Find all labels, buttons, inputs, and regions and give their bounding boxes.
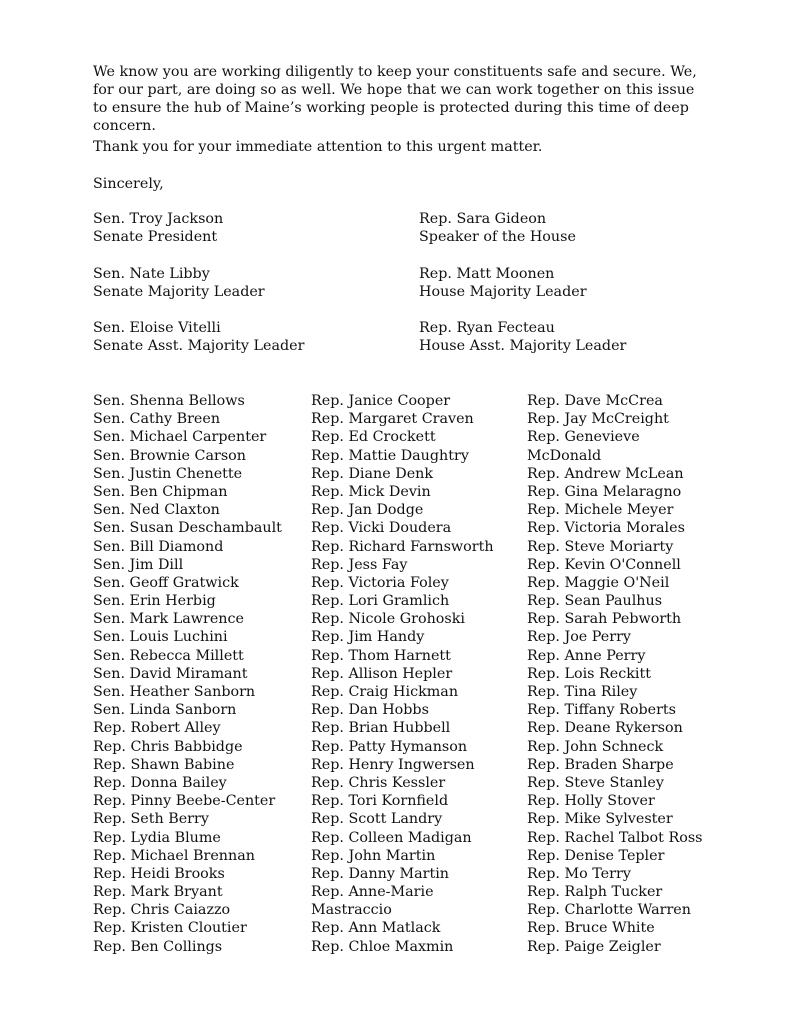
- signatory-name: Rep. Mattie Daughtry: [311, 447, 469, 464]
- signatory-name: Rep. John Schneck: [527, 738, 664, 755]
- signatory-name: Sen. Linda Sanborn: [93, 702, 237, 719]
- signatory-name: Rep. Mo Terry: [527, 865, 631, 882]
- signatory-name: Rep. Margaret Craven: [311, 411, 474, 428]
- signatory-name: Rep. Tina Riley: [527, 684, 638, 700]
- signatory-name: Rep. Charlotte Warren: [527, 902, 691, 919]
- leader-title: Senate President: [93, 229, 218, 246]
- signatory-column-2: [311, 392, 494, 956]
- signatory-name: Rep. Chris Babbidge: [93, 738, 243, 755]
- signatory-name: Rep. Shawn Babine: [93, 756, 235, 773]
- signatory-name: Rep. Mike Sylvester: [527, 811, 673, 828]
- closing-paragraph: We know you are working diligently to keep your constituents safe and secure. We, for our part, are doing so as well. We hope that we can work together on this issue to ensure the hub of Maine’s working people is protected during this time of deep concern.: [93, 64, 697, 134]
- signatory-name: Rep. Lori Gramlich: [311, 593, 450, 610]
- signatory-name: Rep. Michael Brennan: [93, 847, 255, 864]
- signatory-name: Rep. Maggie O'Neil: [527, 574, 670, 591]
- signatory-name: Rep. Steve Moriarty: [527, 538, 674, 555]
- signatory-name: Sen. Brownie Carson: [93, 447, 246, 464]
- leader-signature: [93, 210, 223, 246]
- signatory-name: Rep. Jess Fay: [311, 556, 408, 573]
- signatory-name: Rep. Genevieve: [527, 429, 640, 446]
- signatory-name: Sen. Geoff Gratwick: [93, 574, 239, 591]
- leader-signature: [419, 319, 626, 355]
- leader-name: Rep. Sara Gideon: [419, 211, 547, 227]
- signatory-name: Rep. Sean Paulhus: [527, 593, 663, 610]
- signatory-name: Rep. Kevin O'Connell: [527, 556, 681, 573]
- signatory-name: Sen. Justin Chenette: [93, 465, 243, 482]
- leader-signature: [419, 265, 587, 301]
- signatory-name: Sen. Michael Carpenter: [93, 429, 267, 446]
- signatory-name: Rep. Dave McCrea: [527, 393, 663, 409]
- leader-name: Sen. Troy Jackson: [93, 211, 224, 227]
- signatory-name: Rep. Tiffany Roberts: [527, 702, 676, 719]
- signatory-name: Rep. Joe Perry: [527, 629, 631, 646]
- signatory-name: Rep. Jan Dodge: [311, 502, 424, 519]
- signatory-name: Rep. Henry Ingwersen: [311, 756, 475, 773]
- signatory-name: Rep. Robert Alley: [93, 720, 221, 737]
- signatory-name: Rep. Donna Bailey: [93, 774, 227, 791]
- signatory-name: Sen. Shenna Bellows: [93, 393, 245, 409]
- leader-title: Senate Asst. Majority Leader: [93, 338, 305, 355]
- signatory-name: Rep. Ben Collings: [93, 938, 223, 955]
- leader-name: Rep. Ryan Fecteau: [419, 320, 555, 336]
- signatory-name: McDonald: [527, 447, 602, 464]
- signatory-name: Rep. Colleen Madigan: [311, 829, 472, 846]
- signatory-column-1: [93, 392, 282, 956]
- signatory-name: Rep. Denise Tepler: [527, 847, 665, 864]
- signatory-name: Rep. Dan Hobbs: [311, 702, 429, 719]
- signatory-name: Rep. Chris Caiazzo: [93, 902, 231, 919]
- signatory-name: Rep. Kristen Cloutier: [93, 920, 247, 937]
- signatory-name: Rep. Jim Handy: [311, 629, 425, 646]
- leader-name: Rep. Matt Moonen: [419, 266, 555, 282]
- leader-title: House Asst. Majority Leader: [419, 338, 627, 355]
- signatory-name: Sen. Jim Dill: [93, 556, 184, 573]
- signatory-name: Rep. Seth Berry: [93, 811, 209, 828]
- signatory-name: Rep. Sarah Pebworth: [527, 611, 682, 628]
- signatory-name: Rep. Chloe Maxmin: [311, 938, 454, 955]
- signatory-name: Rep. Patty Hymanson: [311, 738, 468, 755]
- signatory-name: Mastraccio: [311, 902, 392, 919]
- leader-signature: [93, 265, 265, 301]
- signatory-name: Rep. Allison Hepler: [311, 665, 453, 682]
- signatory-name: Rep. Craig Hickman: [311, 684, 459, 700]
- signatory-name: Rep. Richard Farnsworth: [311, 538, 494, 555]
- signatory-name: Rep. Andrew McLean: [527, 465, 684, 482]
- leader-signature: [93, 319, 304, 355]
- leader-title: Senate Majority Leader: [93, 284, 265, 301]
- signatory-name: Rep. Anne Perry: [527, 647, 646, 664]
- signatory-name: Sen. Bill Diamond: [93, 538, 224, 555]
- signatory-name: Sen. Ben Chipman: [93, 483, 228, 500]
- signatory-name: Rep. Anne-Marie: [311, 884, 434, 901]
- signatory-name: Rep. Gina Melaragno: [527, 483, 682, 500]
- signatory-name: Sen. Louis Luchini: [93, 629, 228, 646]
- signatory-name: Rep. Victoria Morales: [527, 520, 685, 537]
- signatory-name: Rep. Lois Reckitt: [527, 665, 651, 682]
- signatory-name: Rep. Thom Harnett: [311, 647, 451, 664]
- signatory-name: Rep. Steve Stanley: [527, 774, 664, 791]
- signatory-name: Rep. Brian Hubbell: [311, 720, 451, 737]
- signatory-name: Rep. Mick Devin: [311, 483, 431, 500]
- leader-name: Sen. Nate Libby: [93, 266, 210, 282]
- signatory-name: Sen. Ned Claxton: [93, 502, 220, 519]
- signatory-name: Rep. John Martin: [311, 847, 436, 864]
- leader-title: House Majority Leader: [419, 284, 587, 301]
- signatory-name: Rep. Tori Kornfield: [311, 793, 449, 810]
- signatory-name: Rep. Mark Bryant: [93, 884, 223, 901]
- signatory-name: Rep. Diane Denk: [311, 465, 434, 482]
- signatory-name: Rep. Michele Meyer: [527, 502, 674, 519]
- signatory-name: Rep. Chris Kessler: [311, 774, 446, 791]
- signatory-column-3: [527, 392, 703, 956]
- signatory-name: Rep. Vicki Doudera: [311, 520, 452, 537]
- signatory-name: Rep. Janice Cooper: [311, 393, 451, 409]
- signatory-name: Sen. Rebecca Millett: [93, 647, 244, 664]
- signatory-name: Rep. Danny Martin: [311, 865, 450, 882]
- signatory-name: Rep. Braden Sharpe: [527, 756, 674, 773]
- signatory-name: Rep. Scott Landry: [311, 811, 443, 828]
- signatory-name: Sen. Susan Deschambault: [93, 520, 282, 537]
- signatory-name: Sen. Erin Herbig: [93, 593, 216, 610]
- sign-off: Sincerely,: [93, 176, 164, 192]
- signatory-name: Sen. Cathy Breen: [93, 411, 221, 428]
- signatory-name: Sen. Mark Lawrence: [93, 611, 244, 628]
- signatory-name: Rep. Ed Crockett: [311, 429, 436, 446]
- signatory-name: Rep. Nicole Grohoski: [311, 611, 465, 628]
- leader-title: Speaker of the House: [419, 229, 576, 246]
- signatory-name: Rep. Lydia Blume: [93, 829, 221, 846]
- signatory-name: Sen. Heather Sanborn: [93, 684, 256, 700]
- signatory-name: Rep. Ann Matlack: [311, 920, 441, 937]
- signatory-name: Rep. Rachel Talbot Ross: [527, 829, 703, 846]
- signatory-name: Rep. Pinny Beebe-Center: [93, 793, 276, 810]
- signatory-name: Rep. Bruce White: [527, 920, 655, 937]
- leader-signature: [419, 210, 576, 246]
- signatory-name: Rep. Jay McCreight: [527, 411, 669, 428]
- signatory-name: Rep. Paige Zeigler: [527, 938, 661, 955]
- signatory-name: Rep. Deane Rykerson: [527, 720, 683, 737]
- signatory-name: Sen. David Miramant: [93, 665, 248, 682]
- thank-you-paragraph: Thank you for your immediate attention to this urgent matter.: [93, 139, 543, 155]
- signatory-name: Rep. Victoria Foley: [311, 574, 449, 591]
- signatory-name: Rep. Ralph Tucker: [527, 884, 663, 901]
- signatory-name: Rep. Heidi Brooks: [93, 865, 225, 882]
- signatory-name: Rep. Holly Stover: [527, 793, 655, 810]
- leader-name: Sen. Eloise Vitelli: [93, 320, 221, 336]
